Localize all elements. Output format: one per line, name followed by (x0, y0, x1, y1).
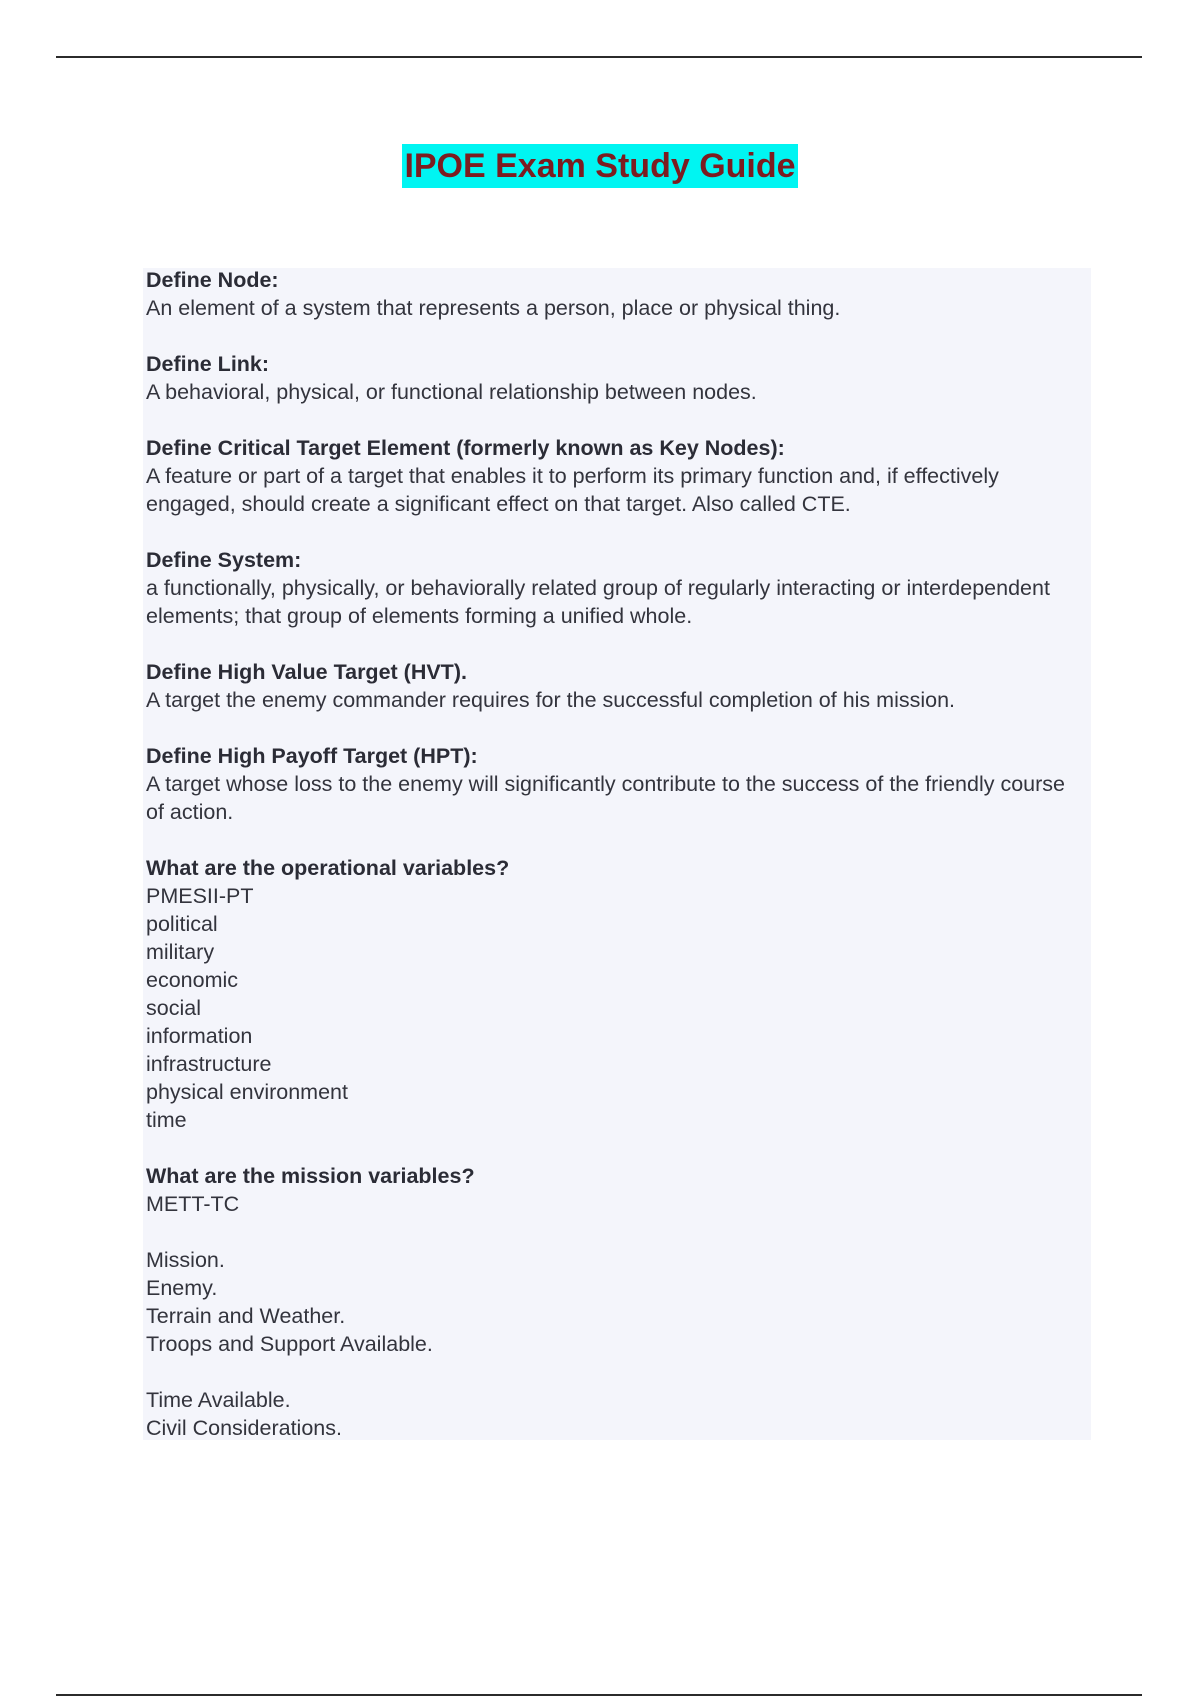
list-line: Troops and Support Available. (146, 1332, 433, 1356)
answer: A feature or part of a target that enables it to perform its primary function and, if effectively engaged, should create a significant effect on that target. Also called CTE. (146, 464, 999, 516)
list-line: political (146, 912, 218, 936)
spacer (146, 1218, 1086, 1246)
answer: a functionally, physically, or behaviorally related group of regularly interacting or interdependent elements; that group of elements forming a unified whole. (146, 576, 1050, 628)
qa-item (146, 434, 1086, 518)
list-line: Time Available. (146, 1388, 291, 1412)
title-wrap (0, 144, 1200, 188)
question: Define High Payoff Target (HPT): (146, 744, 478, 768)
study-guide-content (146, 266, 1086, 1470)
qa-item (146, 546, 1086, 630)
list-line: time (146, 1108, 187, 1132)
page-title: IPOE Exam Study Guide (402, 144, 797, 188)
answer: An element of a system that represents a person, place or physical thing. (146, 296, 841, 320)
spacer (146, 1358, 1086, 1386)
list-line: military (146, 940, 215, 964)
question: What are the operational variables? (146, 856, 510, 880)
question: Define Node: (146, 268, 279, 292)
list-line: Enemy. (146, 1276, 218, 1300)
qa-item-mission-variables (146, 1162, 1086, 1442)
acronym-line: METT-TC (146, 1192, 240, 1216)
top-rule (56, 56, 1142, 58)
list-line: Civil Considerations. (146, 1416, 342, 1440)
answer: A behavioral, physical, or functional relationship between nodes. (146, 380, 757, 404)
answer: A target whose loss to the enemy will significantly contribute to the success of the friendly course of action. (146, 772, 1065, 824)
list-line: Terrain and Weather. (146, 1304, 346, 1328)
question: Define Critical Target Element (formerly known as Key Nodes): (146, 436, 785, 460)
question: Define High Value Target (HVT). (146, 660, 467, 684)
list-line: infrastructure (146, 1052, 272, 1076)
list-line: PMESII-PT (146, 884, 254, 908)
question: What are the mission variables? (146, 1164, 475, 1188)
qa-item (146, 742, 1086, 826)
qa-item (146, 266, 1086, 322)
qa-item (146, 658, 1086, 714)
qa-item (146, 350, 1086, 406)
list-line: physical environment (146, 1080, 348, 1104)
answer: A target the enemy commander requires for the successful completion of his mission. (146, 688, 956, 712)
question: Define Link: (146, 352, 270, 376)
bottom-rule (56, 1694, 1142, 1696)
qa-item-operational-variables (146, 854, 1086, 1134)
question: Define System: (146, 548, 302, 572)
list-line: economic (146, 968, 239, 992)
list-line: social (146, 996, 201, 1020)
list-line: Mission. (146, 1248, 225, 1272)
list-line: information (146, 1024, 253, 1048)
